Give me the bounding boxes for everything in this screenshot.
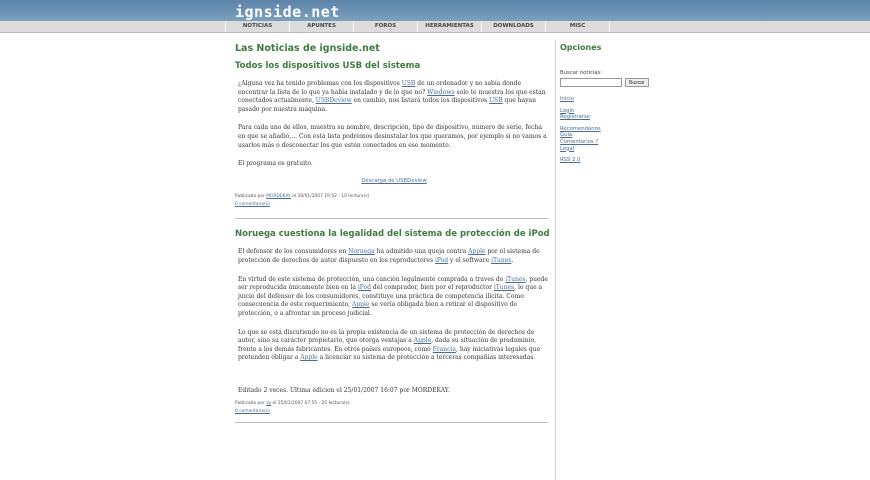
sidebar-link-registrarse[interactable]: Registrarse xyxy=(560,114,590,121)
link-usb[interactable]: USB xyxy=(489,97,503,105)
nav-item-downloads[interactable]: DOWNLOADS xyxy=(482,21,546,32)
nav-item-apuntes[interactable]: APUNTES xyxy=(290,21,354,32)
post-body xyxy=(235,80,550,185)
link-ipod[interactable]: iPod xyxy=(434,256,449,264)
sidebar-link-comentarios[interactable]: Comentarios ? xyxy=(560,138,599,145)
news-post xyxy=(235,229,550,414)
text: ha admitido una queja contra xyxy=(374,248,469,256)
search-input[interactable] xyxy=(560,78,622,87)
text: , puede ser reproducida únicamente bien en la xyxy=(238,275,548,292)
text: Lo que se está discutiendo no es la propia existencia de un sistema de protección de derechos de autor, sino su carácter propietario, que otorga ventajas a xyxy=(238,328,535,345)
search-button[interactable]: Buscar xyxy=(625,78,649,87)
text: se vería obligada bien a retirar el dispositivo de protección, o a afrontar un proceso judicial. xyxy=(238,301,518,317)
text: En virtud de este sistema de protección, una canción legalmente comprada a traves de xyxy=(238,275,506,283)
nav-item-misc[interactable]: MISC xyxy=(546,21,610,32)
sidebar-link-guia[interactable]: Guia xyxy=(560,132,573,139)
text: , hay iniciativas legales que pretenden obligar a xyxy=(238,345,541,362)
text: del comprador, bien por el reproductor xyxy=(371,284,494,292)
text: que hayan pasado por nuestra máquina. xyxy=(238,97,536,113)
text: El defensor de los consumidores en xyxy=(238,248,349,256)
sidebar-links xyxy=(560,126,660,152)
nav-item-noticias[interactable]: NOTICIAS xyxy=(225,21,290,32)
main-content xyxy=(235,40,550,433)
link-apple[interactable]: Apple xyxy=(413,337,432,345)
search-label: Buscar noticias: xyxy=(560,70,603,76)
link-usb[interactable]: USB xyxy=(401,80,416,87)
text: ¿Alguna vez ha tenido problemas con los dispositivos xyxy=(238,80,402,87)
text: por el sistema de protección de derechos de autor dispuesto en los reproductores xyxy=(238,248,540,264)
search-form xyxy=(560,78,660,87)
text: , lo que a juicio del defensor de los consumidores, constituye una práctica de competencia ilícita. Como consecuencia de este requerimiento, xyxy=(238,284,543,309)
post-title[interactable]: Noruega cuestiona la legalidad del sistema de protección de iPod xyxy=(235,229,550,240)
link-apple[interactable]: Apple xyxy=(300,354,318,362)
sidebar-link-inicio[interactable]: Inicio xyxy=(560,96,575,102)
text: en cambio, nos listará todos los dispositivos xyxy=(351,97,490,105)
text: de un ordenador y no sabía donde encontrar la lista de lo que ya había instalado y de lo que no? xyxy=(238,80,522,96)
comments-link[interactable]: 0 comentario(s) xyxy=(235,409,270,415)
sidebar-links xyxy=(560,96,660,103)
post-paragraph xyxy=(238,329,550,363)
link-francia[interactable]: Francia xyxy=(432,345,457,353)
link-itunes[interactable]: iTunes xyxy=(493,284,515,292)
post-paragraph: El programa es gratuito. xyxy=(238,160,313,168)
post-meta xyxy=(235,401,550,406)
link-itunes[interactable]: iTunes xyxy=(491,256,512,264)
text: el 25/01/2007 07:55 - 25 lectura(s) xyxy=(271,401,350,407)
text: , dada su situación de predominio, frente a los demás fabricantes. En otros países europeos, como xyxy=(238,337,537,353)
news-post xyxy=(235,61,550,207)
sidebar-links xyxy=(560,157,660,164)
post-divider xyxy=(235,218,548,219)
sidebar-link-legal[interactable]: Legal xyxy=(560,145,575,152)
text: el 30/01/2007 19:52 - 10 lectura(s) xyxy=(290,194,370,200)
author-link[interactable]: zy xyxy=(266,401,272,407)
link-windows[interactable]: Windows xyxy=(427,88,455,96)
nav-item-foros[interactable]: FOROS xyxy=(354,21,418,32)
sidebar-link-rss[interactable]: RSS 2.0 xyxy=(560,157,581,164)
text: Publicado por xyxy=(235,401,267,407)
main-nav xyxy=(0,21,870,33)
post-paragraph xyxy=(238,276,550,319)
link-noruega[interactable]: Noruega xyxy=(348,248,375,256)
author-link[interactable]: MORDEKAY xyxy=(266,194,291,200)
text: solo te muestra los que están conectados actualmente, xyxy=(238,88,546,105)
sidebar-title: Opciones xyxy=(560,43,602,52)
sidebar-link-recomendanos[interactable]: Recomendanos xyxy=(560,125,601,132)
post-title[interactable]: Todos los dispositivos USB del sistema xyxy=(235,61,421,71)
page-title: Las Noticias de ignside.net xyxy=(235,43,380,54)
text: Publicado por xyxy=(235,194,267,200)
post-paragraph xyxy=(238,80,550,114)
sidebar-links xyxy=(560,108,660,121)
post-paragraph xyxy=(238,248,550,265)
link-usbdeview[interactable]: USBDeview xyxy=(315,97,352,105)
sidebar-link-login[interactable]: Login xyxy=(560,107,575,114)
site-header xyxy=(0,0,870,21)
link-apple[interactable]: Apple xyxy=(352,301,370,309)
nav-item-herramientas[interactable]: HERRAMIENTAS xyxy=(418,21,482,32)
post-meta xyxy=(235,194,550,199)
link-apple[interactable]: Apple xyxy=(468,248,486,256)
download-link[interactable]: Descarga de USBDeview xyxy=(361,177,427,184)
site-logo[interactable]: ignside.net xyxy=(235,3,340,21)
post-body xyxy=(235,248,550,395)
text: a licenciar su sistema de protección a terceras compañías interesadas. xyxy=(317,354,536,362)
edit-note: Editado 2 veces. Ultima edicion el 25/01/2007 16:07 por MORDEKAY. xyxy=(238,386,450,394)
link-itunes[interactable]: iTunes xyxy=(505,275,526,283)
post-divider xyxy=(235,422,548,423)
text: . xyxy=(511,256,514,264)
link-ipod[interactable]: iPod xyxy=(357,284,371,292)
post-paragraph: Para cada uno de ellos, muestra su nombre, descripción, tipo de dispositivo, número de serie, fecha en que se añadió,... Con esta lista podremos desinstalar los que queramos, por ejemplo si no vamos a usarlos más o desconectar los que estén conectados en ese momento. xyxy=(238,124,547,149)
comments-link[interactable]: 0 comentario(s) xyxy=(235,202,270,208)
text: y el software xyxy=(448,256,492,264)
sidebar xyxy=(555,40,660,480)
